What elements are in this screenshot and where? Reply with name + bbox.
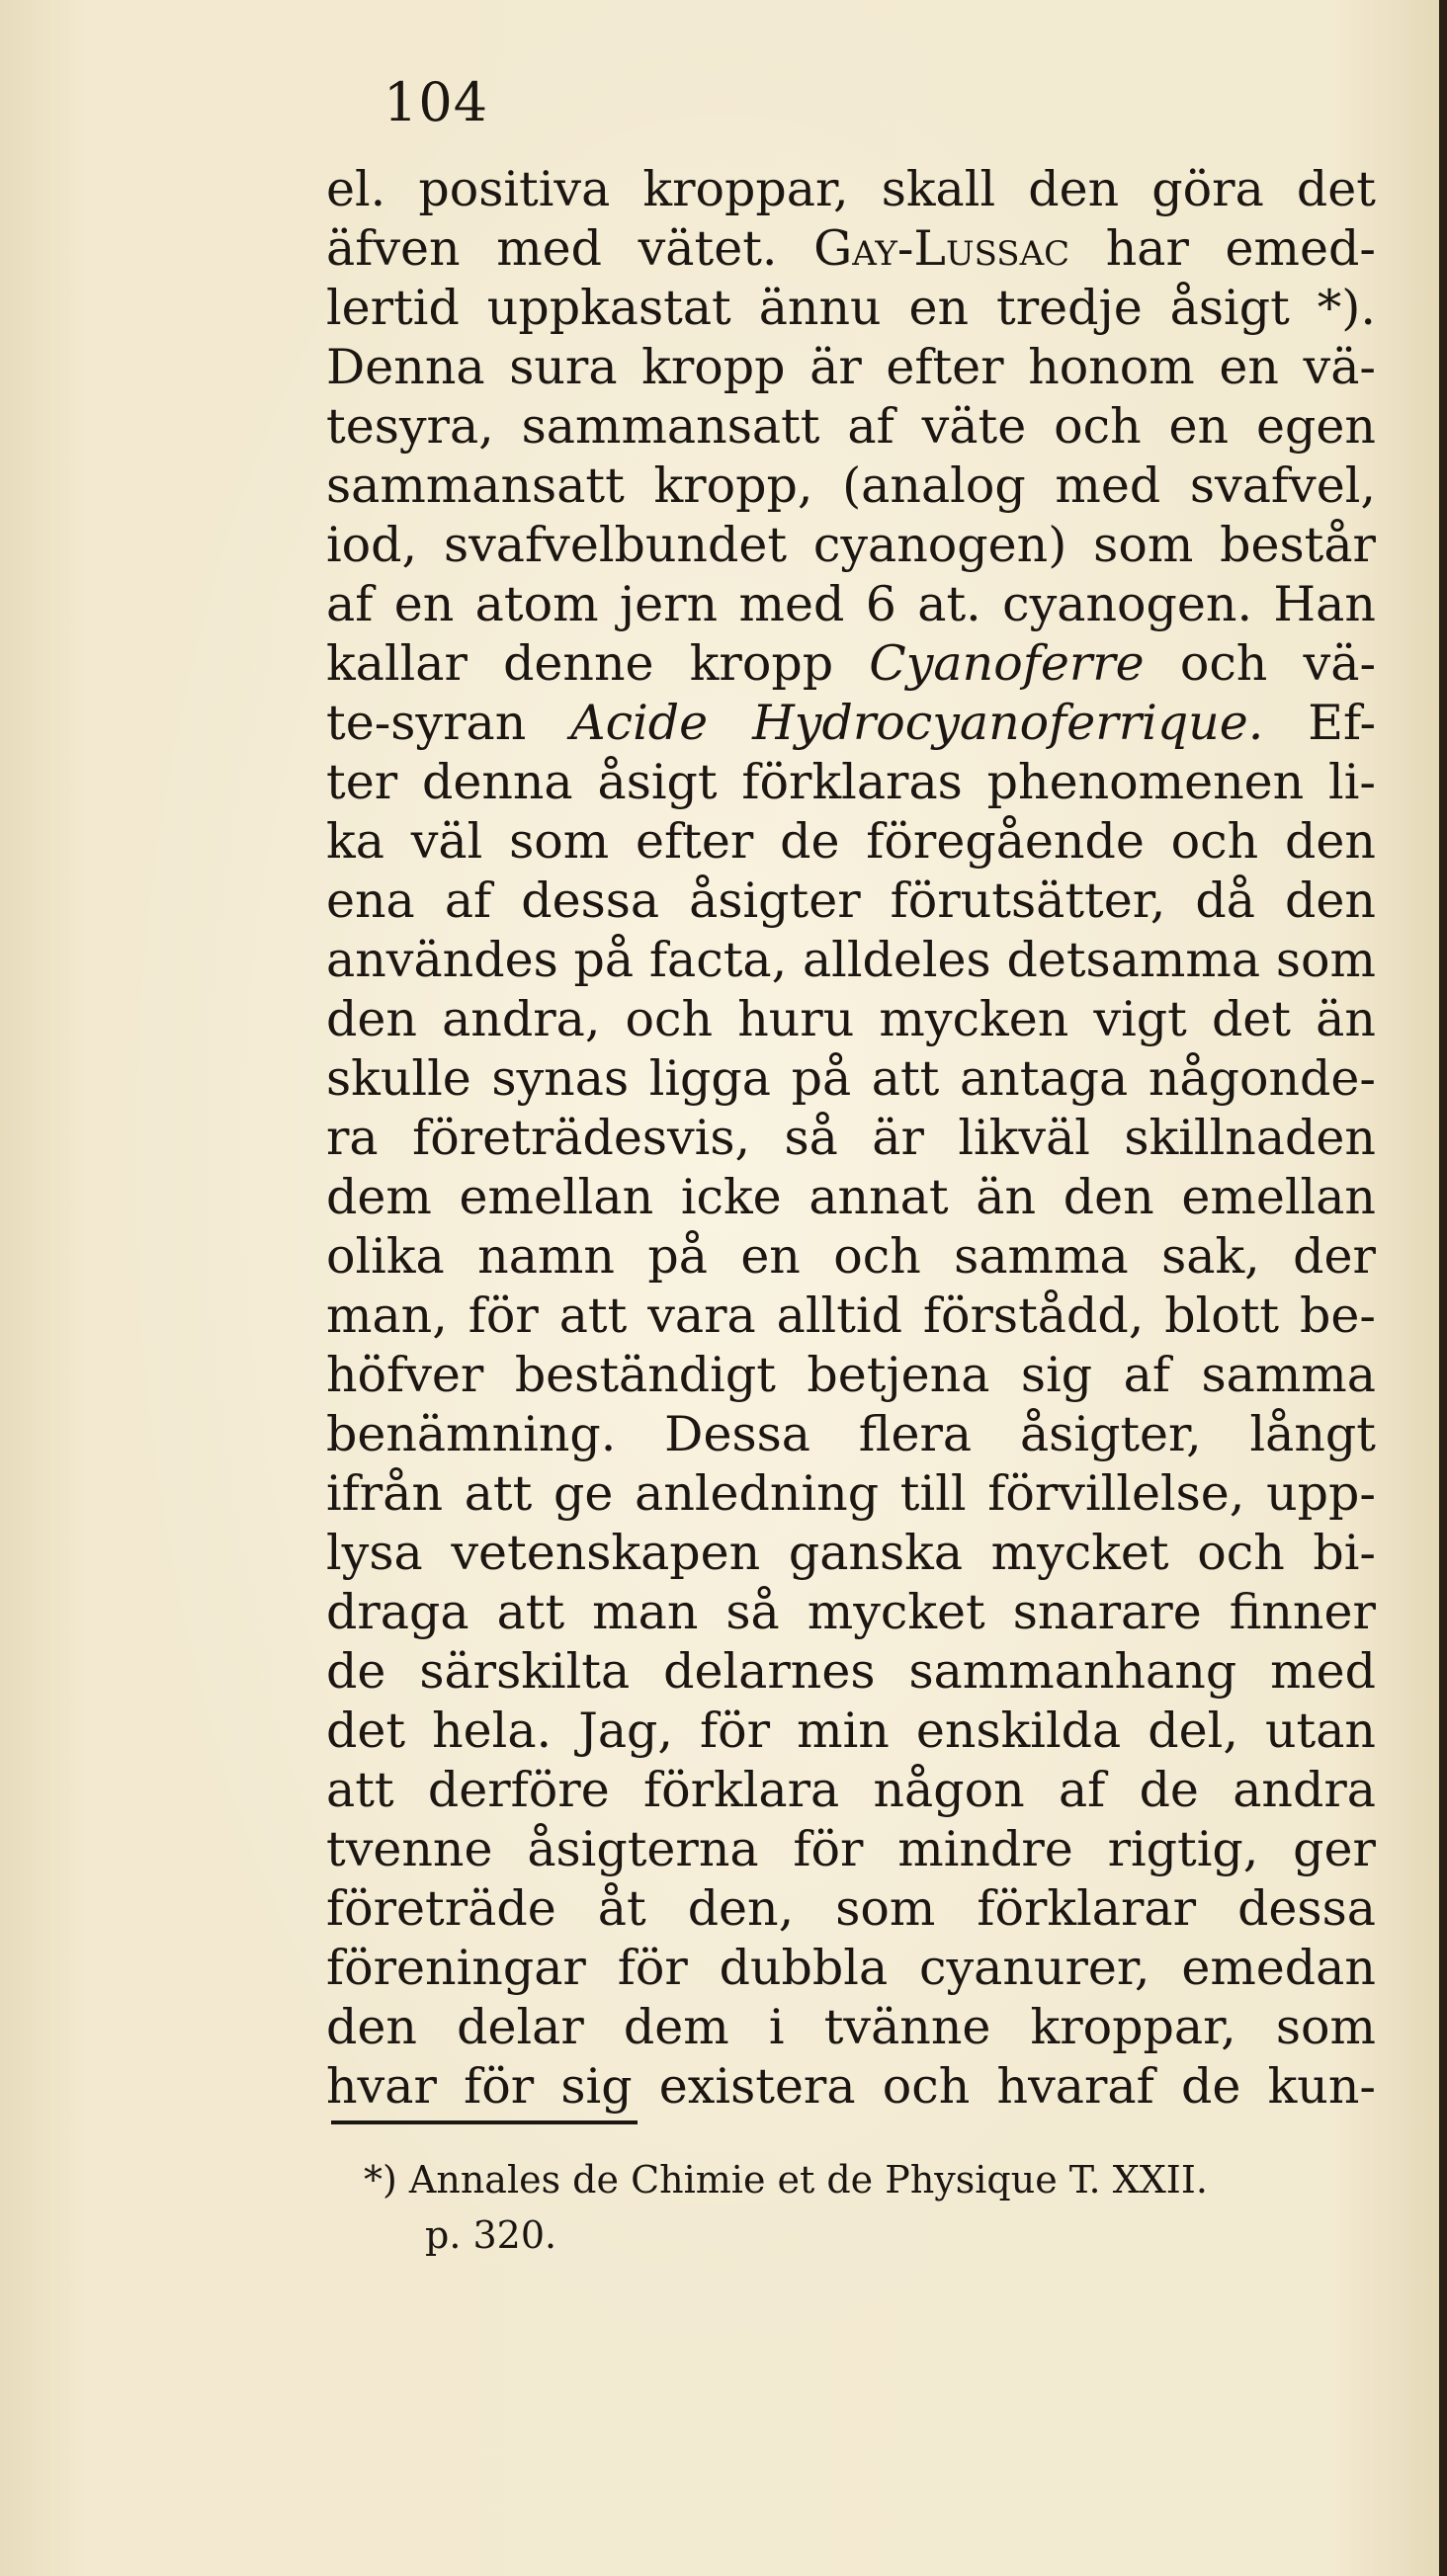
word: en [1219,339,1279,395]
text-line [326,397,1376,457]
word: åsigter [689,873,861,929]
word: och [1197,1525,1285,1581]
word: derföre [427,1762,610,1818]
word: som [1275,1999,1376,2055]
text-line [326,1109,1376,1168]
word: bi- [1313,1525,1376,1581]
word: till [899,1465,967,1522]
word: då [1195,873,1255,929]
word: höfver [326,1347,484,1403]
word: af [847,398,894,455]
word: existera [658,2058,856,2115]
word: Han [1273,576,1376,632]
word: på [791,1050,852,1107]
word: ligga [648,1050,771,1107]
word: är [872,1110,924,1166]
word: mycket [807,1584,985,1640]
word: rigtig, [1107,1821,1259,1877]
word: en [393,576,455,632]
word: för [700,1703,771,1759]
word: företräde [326,1880,556,1937]
text-line [326,634,1376,694]
word: flera [858,1406,973,1462]
text-line [326,812,1376,872]
word: emed- [1225,220,1376,277]
word: der [1293,1228,1376,1285]
word: kropp [689,635,834,692]
text-line [326,1642,1376,1702]
word: atom [474,576,599,632]
word: delar [457,1999,584,2055]
word: efter [636,813,754,870]
word: dem [326,1169,432,1225]
word: åsigterna [527,1821,759,1877]
word: cyanogen) [812,517,1067,573]
word: de [1180,2058,1241,2115]
word: för [617,1940,688,1996]
word: kun- [1267,2058,1376,2115]
word: åsigt [597,754,718,810]
word: vetenskapen [451,1525,761,1581]
word: af [1058,1762,1106,1818]
word: annat [809,1169,949,1225]
word: del, [1148,1703,1238,1759]
word: skall [881,161,996,217]
word: de [780,813,840,870]
word: iod, [326,517,418,573]
word: likväl [958,1110,1090,1166]
word: med [1055,457,1161,514]
word: förvillelse, [987,1465,1245,1522]
text-line [326,1702,1376,1761]
text-line [326,753,1376,812]
word: li- [1328,754,1376,810]
word: någon [873,1762,1025,1818]
text-line [326,931,1376,990]
word: som [1093,517,1194,573]
word: svafvelbundet [443,517,788,573]
word: förstådd, [922,1288,1145,1344]
word: 6 [865,576,896,632]
word: består [1220,517,1376,573]
word: synas [491,1050,630,1107]
text-line [326,872,1376,931]
word: den [1285,813,1376,870]
word: den [1063,1169,1154,1225]
text-line [326,575,1376,634]
word: emedan [1181,1940,1376,1996]
word: Dessa [664,1406,810,1462]
text-line [326,1168,1376,1227]
word: att [496,1584,565,1640]
word: egen [1256,398,1376,455]
word: lertid [326,280,460,336]
word: af [1123,1347,1170,1403]
word: för [793,1821,864,1877]
word: sig [1020,1347,1093,1403]
text-line [326,2057,1376,2117]
word: te-syran [326,695,527,751]
text-line [326,1998,1376,2057]
word: namn [477,1228,615,1285]
word: dem [623,1999,729,2055]
text-line [326,1761,1376,1820]
word: ifrån [326,1465,444,1522]
word: en [740,1228,801,1285]
word: lysa [326,1525,423,1581]
word: benämning. [326,1406,617,1462]
word: denna [421,754,573,810]
word: den [1284,873,1376,929]
word: af [326,576,374,632]
word: förklarar [977,1880,1197,1937]
word: förutsätter, [890,873,1166,929]
word: vätet. [638,220,778,277]
word: än [1316,991,1376,1047]
word: att [326,1762,394,1818]
word: betjena [807,1347,990,1403]
text-line [326,160,1376,219]
word: hvar [326,2058,437,2115]
text-line [326,457,1376,516]
word: Jag, [578,1703,673,1759]
word: delarnes [663,1643,876,1700]
word: någonde- [1148,1050,1376,1107]
word: skulle [326,1050,471,1107]
word: sammansatt [521,398,820,455]
word: ge [553,1465,614,1522]
text-line [326,1346,1376,1405]
word: och [833,1228,921,1285]
text-line [326,1287,1376,1346]
word: på [573,932,635,988]
word: kropp, [653,457,813,514]
text-line [326,1524,1376,1583]
word: och [1054,398,1142,455]
word: andra, [442,991,601,1047]
word: och [1179,635,1268,692]
word: äfven [326,220,461,277]
word: och [625,991,714,1047]
word: samma [954,1228,1129,1285]
word: och [1170,813,1259,870]
word: föreningar [326,1940,586,1996]
word: åsigt [1169,280,1290,336]
word: som [509,813,610,870]
word: som [835,1880,936,1937]
word: tredje [996,280,1143,336]
word: företrädesvis, [412,1110,751,1166]
word: man, [326,1288,448,1344]
word: at. [917,576,981,632]
word: långt [1249,1406,1376,1462]
word: vara [647,1288,756,1344]
word: tvänne [823,1999,991,2055]
word: föregående [866,813,1145,870]
word: de [1139,1762,1199,1818]
word: Gay-Lussac [813,220,1070,277]
word: blott [1164,1288,1280,1344]
word: dessa [1237,1880,1376,1937]
word: sig [560,2058,633,2115]
word: af [444,873,492,929]
word: det [1296,161,1376,217]
word: har [1105,220,1189,277]
word: alltid [776,1288,902,1344]
word: icke [680,1169,782,1225]
text-line [326,1879,1376,1939]
word: antaga [959,1050,1129,1107]
word: ter [326,754,398,810]
word: den [326,991,417,1047]
word: uppkastat [486,280,731,336]
word: på [647,1228,708,1285]
word: för [464,2058,535,2115]
word: är [809,339,862,395]
word: phenomenen [986,754,1305,810]
word: för [468,1288,539,1344]
word: emellan [1181,1169,1376,1225]
word: samma [1201,1347,1376,1403]
word: en [908,280,970,336]
text-line [326,1405,1376,1464]
word: den [1028,161,1120,217]
word: så [784,1110,838,1166]
word: och [882,2058,971,2115]
word: att [871,1050,940,1107]
word: upp- [1266,1465,1376,1522]
word: så [725,1584,780,1640]
word: andra [1233,1762,1376,1818]
word: ra [326,1110,379,1166]
word: ger [1293,1821,1376,1877]
word: alldeles [802,932,991,988]
word: cyanurer, [919,1940,1150,1996]
word: det [326,1703,406,1759]
word: sak, [1161,1228,1260,1285]
word: Ef- [1308,695,1376,751]
word: ganska [788,1525,964,1581]
word: enskilda [915,1703,1122,1759]
text-line [326,1583,1376,1642]
word: huru [737,991,855,1047]
word: ena [326,873,415,929]
word: mycken [879,991,1069,1047]
word: förklara [642,1762,840,1818]
page-number: 104 [383,71,489,133]
word: *). [1317,280,1376,336]
word: dessa [521,873,660,929]
word: (analog [842,457,1026,514]
body-text [326,160,1376,2117]
word: än [976,1169,1037,1225]
word: dubbla [719,1940,889,1996]
text-line [326,1227,1376,1287]
word: detsamma [1006,932,1261,988]
word: facta, [648,932,788,988]
word: be- [1300,1288,1376,1344]
word: finner [1229,1584,1376,1640]
word: åsigter, [1019,1406,1202,1462]
word: förklaras [741,754,963,810]
word: tvenne [326,1821,493,1877]
word: de [326,1643,386,1700]
word: Denna [326,339,485,395]
word: mycket [990,1525,1169,1581]
word: väte [921,398,1027,455]
word: åt [597,1880,646,1937]
word: vä- [1303,339,1376,395]
text-line [326,694,1376,753]
word: ännu [758,280,882,336]
word: en [1168,398,1230,455]
word: kroppar, [1030,1999,1236,2055]
footnote [364,2152,1382,2263]
text-line [326,1464,1376,1524]
text-line [326,338,1376,397]
word: snarare [1012,1584,1202,1640]
word: Hydrocyanoferrique. [752,695,1264,751]
footnote-rule [331,2120,638,2124]
word: sammansatt [326,457,625,514]
text-line [326,1939,1376,1998]
word: mindre [897,1821,1073,1877]
footnote-line: *) Annales de Chimie et de Physique T. XXII. [364,2158,1208,2202]
word: med [738,576,845,632]
word: ka [326,813,384,870]
word: el. [326,161,386,217]
word: jern [619,576,719,632]
word: Cyanoferre [869,635,1145,692]
word: den, [687,1880,795,1937]
word: i [768,1999,785,2055]
text-line [326,1049,1376,1109]
word: svafvel, [1189,457,1376,514]
word: denne [503,635,654,692]
word: det [1211,991,1291,1047]
word: Acide [570,695,709,751]
word: emellan [459,1169,654,1225]
word: med [1270,1643,1376,1700]
word: efter [886,339,1004,395]
word: med [496,220,603,277]
word: man [592,1584,699,1640]
word: tesyra, [326,398,494,455]
word: draga [326,1584,469,1640]
text-line [326,219,1376,279]
word: att [558,1288,628,1344]
word: som [1275,932,1376,988]
word: hela. [432,1703,553,1759]
word: att [464,1465,533,1522]
word: hvaraf [996,2058,1154,2115]
word: kroppar, [642,161,849,217]
word: honom [1028,339,1195,395]
word: användes [326,932,558,988]
word: kropp [641,339,786,395]
page-edge [1439,0,1447,2576]
word: vigt [1093,991,1187,1047]
word: kallar [326,635,468,692]
word: utan [1264,1703,1376,1759]
word: cyanogen. [1002,576,1253,632]
word: positiva [418,161,611,217]
word: sura [509,339,618,395]
word: sammanhang [908,1643,1237,1700]
text-line [326,279,1376,338]
word: min [797,1703,890,1759]
word: beständigt [514,1347,776,1403]
word: särskilta [419,1643,631,1700]
footnote-line: p. 320. [425,2213,557,2257]
word: vä- [1303,635,1376,692]
word: göra [1151,161,1264,217]
text-line [326,516,1376,575]
word: den [326,1999,417,2055]
word: anledning [635,1465,880,1522]
word: väl [410,813,483,870]
word: olika [326,1228,445,1285]
text-line [326,1820,1376,1879]
word: skillnaden [1124,1110,1376,1166]
text-line [326,990,1376,1049]
